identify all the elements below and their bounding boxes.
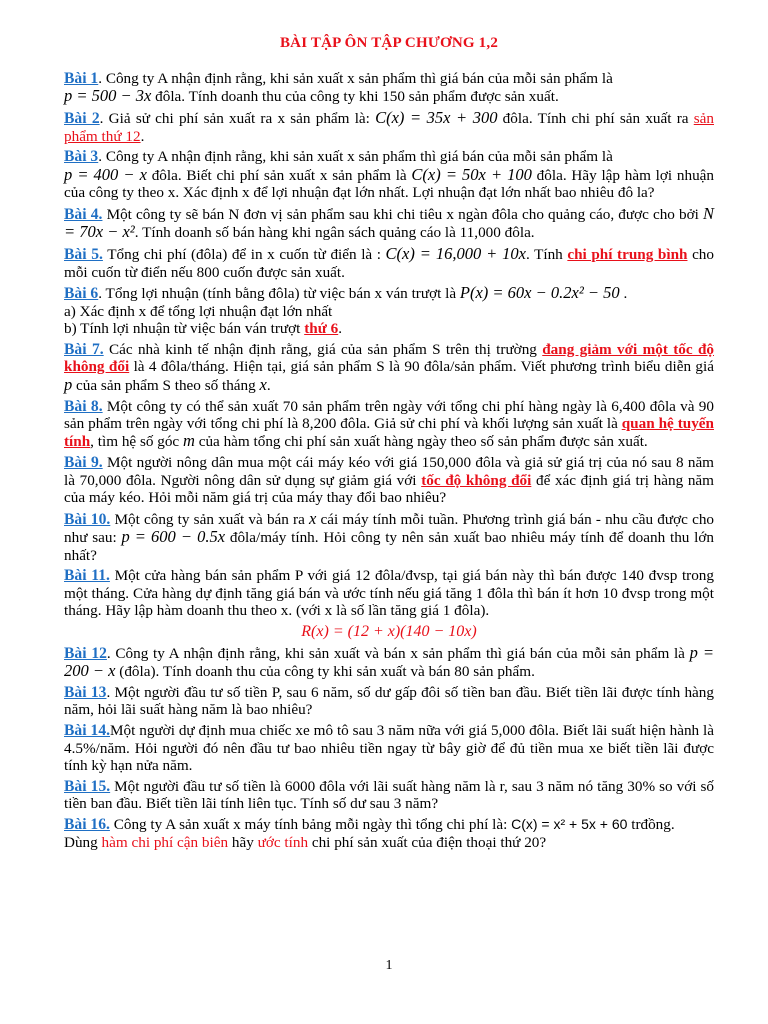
problem-14 bbox=[64, 722, 714, 774]
page-title: BÀI TẬP ÔN TẬP CHƯƠNG 1,2 bbox=[279, 35, 499, 51]
highlight-text: thứ 6 bbox=[304, 320, 339, 338]
formula: p = 600 − 0.5x bbox=[121, 527, 226, 547]
problem-text: . Giả sử chi phí sản xuất ra x sản phẩm là: bbox=[99, 110, 376, 128]
problem-text: để xác định giá trị hàng năm của máy kéo. Hỏi mỗi năm giá trị của máy thay đổi bao nhiêu? bbox=[64, 471, 714, 507]
problem-text: Tổng chi phí (đôla) để in x cuốn từ điển là : bbox=[102, 246, 386, 264]
problem-text: (đôla). Tính doanh thu của công ty khi sản xuất và bán 80 sản phẩm. bbox=[115, 663, 535, 681]
problem-5 bbox=[64, 245, 714, 281]
problem-11 bbox=[64, 567, 714, 619]
problem-text: đôla. Hãy lập hàm lợi nhuận của công ty theo x. Xác định x để lợi nhuận đạt lớn nhất. Lợi nhuận đạt lớn nhất bao nhiêu đô la? bbox=[64, 166, 714, 202]
problem-7 bbox=[64, 341, 714, 394]
problem-3 bbox=[64, 148, 714, 201]
problem-text: Một người nông dân mua một cái máy kéo với giá 150,000 đôla và giả sử giá trị của nó sau 8 năm là 70,000 đôla. Người nông dân sử dụng sự giảm giá với bbox=[64, 454, 714, 489]
problem-1 bbox=[64, 70, 714, 106]
problem-text: Dùng bbox=[64, 833, 102, 851]
problem-number: Bài 2 bbox=[64, 110, 100, 128]
problem-text: đôla. Tính doanh thu của công ty khi 150 sản phẩm được sản xuất. bbox=[151, 88, 559, 106]
problem-number: Bài 9. bbox=[64, 454, 103, 472]
problem-number: Bài 13 bbox=[64, 684, 107, 702]
formula: C(x) = 50x + 100 bbox=[411, 164, 532, 184]
problem-10 bbox=[64, 510, 714, 564]
problem-text: đôla/máy tính. Hỏi công ty nên sản xuất bao nhiêu máy tính để doanh thu lớn nhất? bbox=[64, 529, 715, 564]
problem-9 bbox=[64, 454, 714, 506]
formula: p = 200 − x bbox=[64, 642, 714, 681]
problem-text: . Công ty A nhận định rằng, khi sản xuất và bán x sản phẩm thì giá bán của mỗi sản phẩm là bbox=[106, 644, 690, 662]
problem-text: Một công ty có thể sản xuất 70 sản phẩm trên ngày với tổng chi phí hàng ngày là 6,400 đôla và 90 sản phẩm trên ngày với tổng chi phí là 8,200 đôla. Giả sử chi phí và khối lượng sản xuất là bbox=[64, 397, 714, 433]
problem-13 bbox=[64, 684, 714, 719]
problem-number: Bài 3 bbox=[64, 148, 99, 166]
problem-2 bbox=[64, 109, 714, 145]
problem-number: Bài 16. bbox=[64, 816, 110, 834]
problem-number: Bài 11. bbox=[64, 567, 110, 585]
problem-text: hãy bbox=[228, 833, 258, 851]
problem-number: Bài 14. bbox=[64, 722, 111, 740]
problem-text: . bbox=[338, 320, 342, 338]
problem-text: . bbox=[140, 127, 145, 145]
formula: x bbox=[259, 374, 267, 394]
problem-text: Một người dự định mua chiếc xe mô tô sau 3 năm nữa với giá 5,000 đôla. Biết lãi suất hiện hành là 4.5%/năm. Hỏi người đó nên đầu tư bao nhiêu tiền ngay từ bây giờ để đủ tiền mua xe biết tiền lãi được tính kỳ hạn nửa năm. bbox=[64, 722, 714, 775]
problem-text: cái máy tính mỗi tuần. Phương trình giá bán - nhu cầu được cho như sau: bbox=[64, 510, 715, 547]
problem-number: Bài 8. bbox=[64, 397, 103, 415]
problem-text: trđồng. bbox=[627, 816, 675, 834]
highlight-text: ước tính bbox=[257, 833, 309, 851]
problem-6 bbox=[64, 284, 714, 337]
problem-number: Bài 15. bbox=[64, 777, 111, 795]
problem-text: đôla. Biết chi phí sản xuất x sản phẩm là bbox=[146, 166, 412, 184]
problem-number: Bài 7. bbox=[64, 341, 104, 359]
highlight-text: hàm chi phí cận biên bbox=[101, 833, 229, 851]
problem-4 bbox=[64, 205, 714, 242]
problem-text: Các nhà kinh tế nhận định rằng, giá của sản phẩm S trên thị trường bbox=[103, 341, 543, 359]
problem-number: Bài 6 bbox=[64, 285, 99, 303]
highlight-text: sản phẩm thứ 12 bbox=[64, 110, 714, 145]
problem-text: đôla. Tính chi phí sản xuất ra bbox=[497, 110, 694, 128]
highlight-text: tốc độ không đổi bbox=[421, 471, 532, 489]
formula: C(x) = x² + 5x + 60 bbox=[511, 816, 628, 833]
problem-12 bbox=[64, 644, 714, 681]
problem-text: . Công ty A nhận định rằng, khi sản xuất x sản phẩm thì giá bán của mỗi sản phẩm là bbox=[98, 70, 613, 87]
problem-text: . Tổng lợi nhuận (tính bằng đôla) từ việc bán x ván trượt là bbox=[98, 285, 460, 303]
sub-question-b: b) Tính lợi nhuận từ việc bán ván trượt bbox=[64, 320, 305, 338]
formula: m bbox=[182, 431, 195, 451]
formula: p = 400 − x bbox=[64, 164, 147, 184]
page-number: 1 bbox=[385, 958, 393, 973]
problem-number: Bài 4. bbox=[64, 206, 103, 224]
problem-number: Bài 12 bbox=[64, 644, 107, 662]
formula-revenue: R(x) = (12 + x)(140 − 10x) bbox=[301, 623, 477, 641]
problem-text: . Tính doanh số bán hàng khi ngân sách quảng cáo là 11,000 đôla. bbox=[134, 224, 535, 242]
formula: p bbox=[64, 374, 73, 394]
problem-text: chi phí sản xuất của điện thoại thứ 20? bbox=[308, 833, 547, 851]
highlight-text: đang giảm với một tốc độ không đổi bbox=[64, 341, 714, 376]
sub-question-a: a) Xác định x để tổng lợi nhuận đạt lớn nhất bbox=[64, 302, 333, 320]
problem-text: . Một người đầu tư số tiền P, sau 6 năm, số dư gấp đôi số tiền ban đầu. Biết tiền lãi được tính hàng năm, hỏi lãi suất hàng năm là bao nhiêu? bbox=[64, 684, 714, 719]
formula: C(x) = 35x + 300 bbox=[375, 108, 498, 128]
formula: x bbox=[309, 508, 317, 528]
problem-8 bbox=[64, 398, 714, 451]
problem-text: của hàm tổng chi phí sản xuất hàng ngày theo số sản phẩm được sản xuất. bbox=[194, 433, 648, 451]
problem-text: Công ty A sản xuất x máy tính bảng mỗi ngày thì tổng chi phí là: bbox=[109, 816, 512, 834]
problem-16 bbox=[64, 816, 714, 851]
highlight-text: chi phí trung bình bbox=[567, 246, 688, 264]
formula: P(x) = 60x − 0.2x² − 50 bbox=[459, 283, 620, 303]
formula: N = 70x − x² bbox=[64, 204, 714, 242]
problem-number: Bài 5. bbox=[64, 246, 103, 264]
problem-text: . Công ty A nhận định rằng, khi sản xuất x sản phẩm thì giá bán của mỗi sản phẩm là bbox=[98, 148, 613, 166]
formula: C(x) = 16,000 + 10x bbox=[385, 244, 526, 264]
formula: p = 500 − 3x bbox=[64, 86, 152, 106]
problem-text: cho mỗi cuốn từ điển nếu 800 cuốn được sản xuất. bbox=[64, 246, 714, 281]
problem-text: là 4 đôla/tháng. Hiện tại, giá sản phẩm S là 90 đôla/sản phẩm. Viết phương trình biểu diễn giá bbox=[129, 358, 714, 376]
problem-15 bbox=[64, 778, 714, 813]
problem-text: Một cửa hàng bán sản phẩm P với giá 12 đôla/đvsp, tại giá bán này thì bán được 140 đvsp trong một tháng. Cửa hàng dự định tăng giá bán và ước tính nếu giá tăng 1 đôla thì bán ít hơn 10 đvsp trong một tháng. Hãy lập hàm doanh thu theo x. (với x là số lần tăng giá 1 đôla). bbox=[64, 567, 714, 620]
problem-text: Một công ty sẽ bán N đơn vị sản phẩm sau khi chi tiêu x ngàn đôla cho quảng cáo, được cho bởi bbox=[102, 206, 703, 224]
problem-text: . bbox=[266, 376, 271, 394]
problem-number: Bài 1 bbox=[64, 70, 99, 87]
problem-text: Một người đầu tư số tiền là 6000 đôla với lãi suất hàng năm là r, sau 3 năm nó tăng 30% so với số tiền ban đầu. Biết tiền lãi tính liên tục. Tính số dư sau 3 năm? bbox=[64, 777, 714, 813]
problem-text: , tìm hệ số góc bbox=[90, 433, 183, 451]
problem-number: Bài 10. bbox=[64, 510, 111, 528]
highlight-text: quan hệ tuyến tính bbox=[64, 415, 714, 451]
problem-text: Một công ty sản xuất và bán ra bbox=[110, 510, 310, 528]
problem-text: của sản phẩm S theo số tháng bbox=[72, 376, 260, 394]
problem-text: . bbox=[619, 285, 628, 303]
problem-list bbox=[64, 70, 714, 854]
problem-text: . Tính bbox=[525, 246, 568, 264]
